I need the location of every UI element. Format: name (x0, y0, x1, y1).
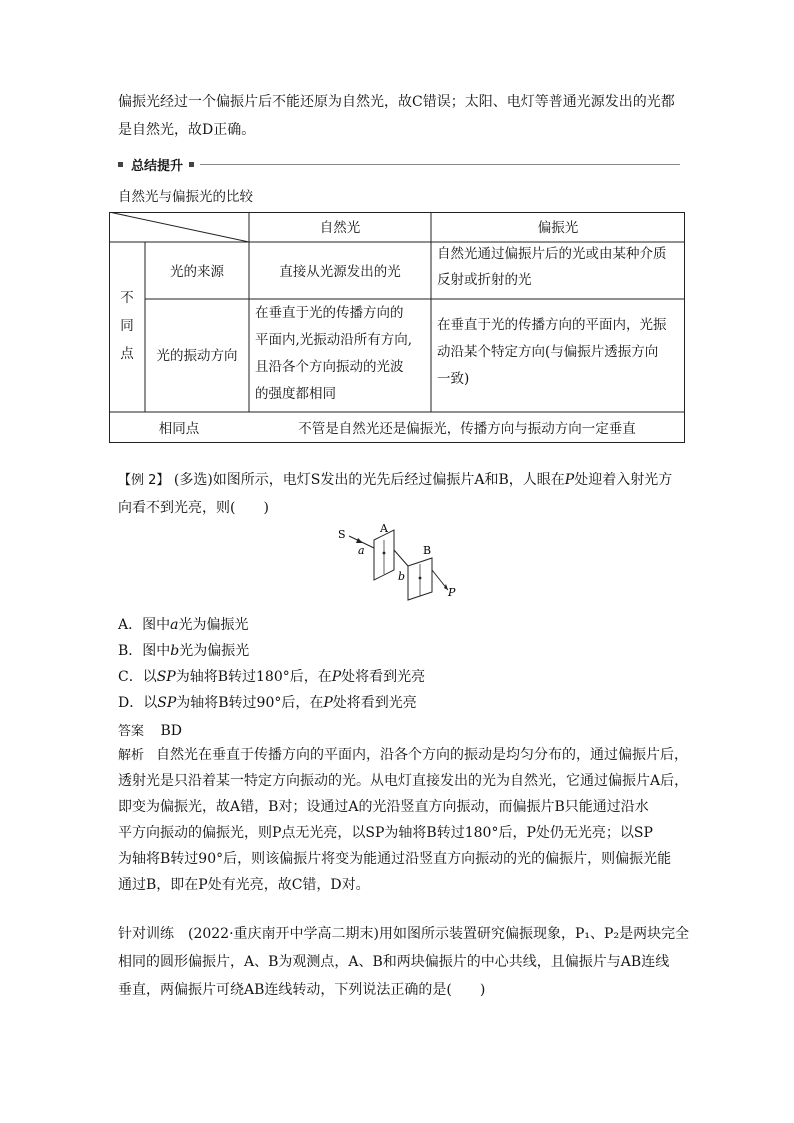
answer-value: BD (160, 723, 182, 739)
answer-label: 答案 (118, 724, 145, 739)
diff-label: 不 同 点 (120, 290, 134, 362)
label-ray-a: a (358, 544, 365, 557)
example-question: 【例 2】 (多选)如图所示，电灯S发出的光先后经过偏振片A和B，人眼在P处迎着入射光方 向看不到光亮，则( ) (118, 472, 673, 516)
row-vibration-natural: 在垂直于光的传播方向的 平面内,光振动沿所有方向, 且沿各个方向振动的光波 的强度都相同 (255, 305, 413, 402)
practice-question: 针对训练 (2022·重庆南开中学高二期末)用如图所示装置研究偏振现象，P₁、P₂是两块完全 相同的圆形偏振片，A、B为观测点，A、B和两块偏振片的中心共线，且偏振片与AB连线 垂直，两偏振片可绕AB连线转动，下列说法正确的是( ) (118, 926, 690, 998)
header-natural-light: 自然光 (319, 220, 361, 236)
row-same-label: 相同点 (158, 421, 200, 437)
analysis: 解析 自然光在垂直于传播方向的平面内，沿各个方向的振动是均匀分布的，通过偏振片后， 透射光是只沿着某一特定方向振动的光。从电灯直接发出的光为自然光，它通过偏振片A后， 即变为偏振光，故A错，B对；设通过A的光沿竖直方向振动，而偏振片B只能通过沿水 平方向振动的偏振光，则P点无光亮，以SP为轴将B转过180°后，P处仍无光亮；以SP 为轴将B转过90°后，则该偏振片将变为能通过沿竖直方向振动的光的偏振片，则偏振光能 通过B，即在P处有光亮，故C错，D对。 (118, 747, 689, 893)
comparison-table (109, 212, 685, 443)
square-bullet-icon (189, 162, 194, 167)
option-d: D．以SP为轴将B转过90°后，在P处将看到光亮 (118, 695, 417, 711)
row-same-text: 不管是自然光还是偏振光，传播方向与振动方向一定垂直 (298, 421, 636, 437)
summary-heading-label: 总结提升 (131, 158, 184, 174)
analysis-label: 解析 (118, 748, 145, 763)
option-b: B．图中b光为偏振光 (118, 643, 250, 659)
row-source-label: 光的来源 (170, 264, 224, 280)
label-p: P (448, 586, 456, 599)
answer (118, 720, 182, 739)
label-a: A (380, 522, 388, 535)
example-tag: 【例 2】 (118, 473, 170, 488)
label-s: S (338, 528, 346, 541)
option-c: C．以SP为轴将B转过180°后，在P处将看到光亮 (118, 669, 426, 685)
label-ray-b: b (398, 570, 406, 583)
row-source-natural: 直接从光源发出的光 (279, 264, 401, 280)
option-a: A．图中a光为偏振光 (118, 617, 249, 633)
row-source-polarized: 自然光通过偏振片后的光或由某种介质 反射或折射的光 (437, 246, 667, 288)
summary-heading (118, 154, 680, 174)
row-vibration-polarized: 在垂直于光的传播方向的平面内，光振 动沿某个特定方向(与偏振片透振方向 一致) (437, 317, 667, 387)
polarizer-figure (336, 522, 466, 604)
header-polarized-light: 偏振光 (537, 220, 579, 236)
square-bullet-icon (118, 162, 123, 167)
row-vibration-label: 光的振动方向 (156, 348, 238, 364)
intro-paragraph (118, 88, 686, 144)
label-b: B (423, 544, 432, 557)
intro-line-1: 偏振光经过一个偏振片后不能还原为自然光，故C错误；太阳、电灯等普通光源发出的光都 (118, 94, 675, 110)
intro-line-2: 是自然光，故D正确。 (118, 122, 256, 138)
diagonal-header-line (109, 212, 249, 242)
table-title: 自然光与偏振光的比较 (118, 189, 253, 205)
heading-rule (200, 164, 680, 165)
